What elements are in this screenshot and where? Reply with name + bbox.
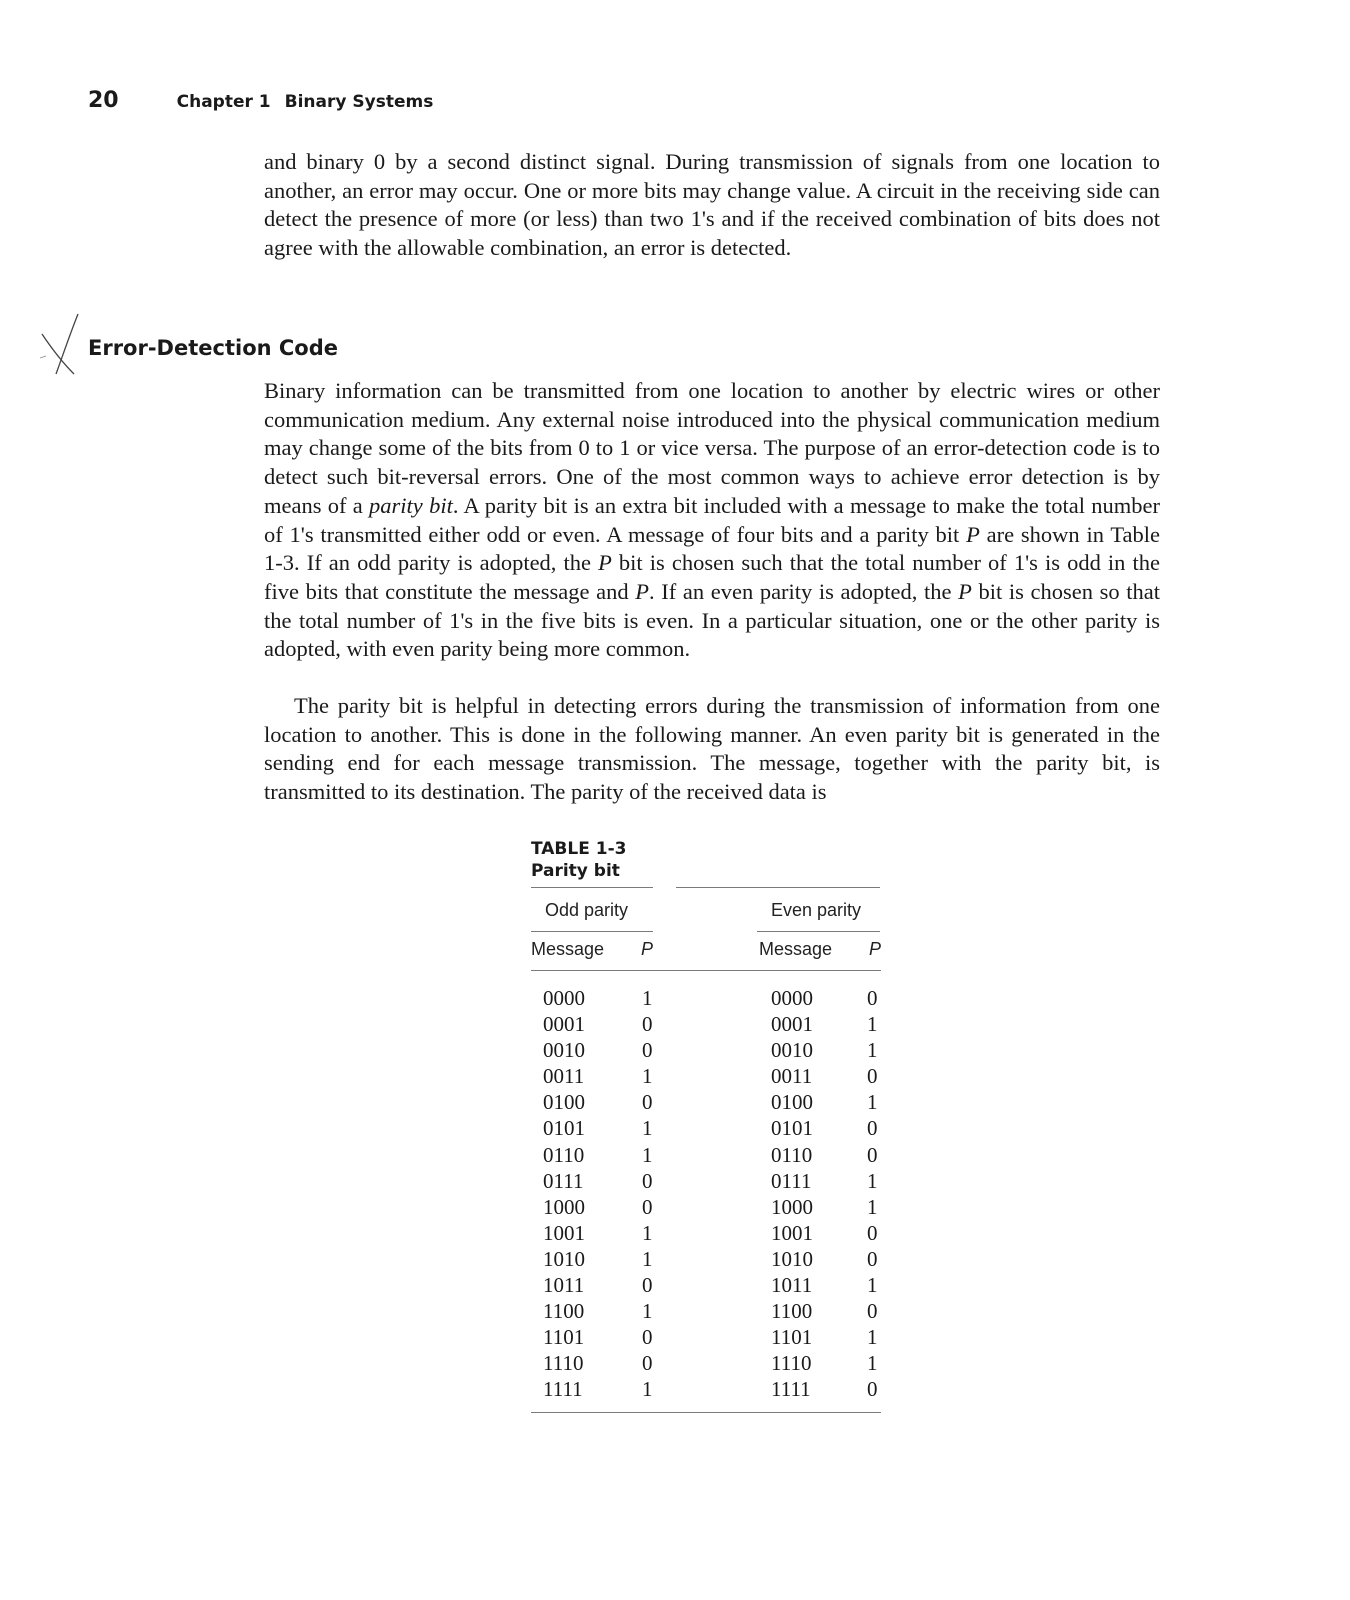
page-number: 20 — [88, 88, 119, 113]
p-symbol: P — [958, 578, 972, 604]
even-message-cell: 0110 — [771, 1142, 813, 1167]
running-header — [88, 88, 433, 113]
table-bottom-rule — [531, 1412, 881, 1413]
even-parity-cell: 0 — [867, 1064, 878, 1089]
table-row — [531, 1115, 881, 1141]
table-row — [531, 1089, 881, 1115]
even-parity-cell: 1 — [867, 1273, 878, 1298]
odd-parity-cell: 0 — [642, 1325, 653, 1350]
table-row — [531, 985, 881, 1011]
table-row — [531, 1220, 881, 1246]
odd-parity-cell: 1 — [642, 1377, 653, 1402]
table-top-rule — [531, 887, 653, 888]
odd-parity-cell: 1 — [642, 1064, 653, 1089]
odd-parity-cell: 0 — [642, 1090, 653, 1115]
odd-parity-cell: 0 — [642, 1351, 653, 1376]
odd-message-cell: 0011 — [543, 1064, 585, 1089]
table-row — [531, 1194, 881, 1220]
odd-parity-cell: 0 — [642, 1273, 653, 1298]
odd-parity-cell: 1 — [642, 1142, 653, 1167]
chapter-label: Chapter 1 — [176, 92, 271, 112]
table-row — [531, 1011, 881, 1037]
odd-message-cell: 0111 — [543, 1168, 584, 1193]
paragraph-text: bit is chosen such that the total number of 1's is odd in the five bits that constitute the message and — [264, 550, 1160, 604]
even-parity-cell: 0 — [867, 1220, 878, 1245]
paragraph-text: bit is chosen so that the total number of 1's in the five bits is even. In a particular situation, one or the other parity is adopted, with even parity being more common. — [264, 578, 1160, 662]
table-row — [531, 1063, 881, 1089]
parity-bit-term: parity bit — [369, 492, 453, 518]
even-message-cell: 0000 — [771, 986, 813, 1010]
odd-parity-header: Odd parity — [545, 900, 629, 920]
odd-parity-cell: 1 — [642, 1220, 653, 1245]
even-message-cell: 0011 — [771, 1064, 813, 1089]
even-parity-cell: 0 — [867, 1246, 878, 1271]
even-parity-header: Even parity — [771, 900, 862, 920]
even-message-cell: 1000 — [771, 1194, 813, 1219]
even-message-cell: 1010 — [771, 1246, 813, 1271]
even-parity-cell: 0 — [867, 986, 878, 1010]
odd-parity-cell: 1 — [642, 1299, 653, 1324]
paragraph-text: are shown in Table 1-3. If an odd parity is adopted, the — [264, 521, 1160, 576]
even-message-cell: 1001 — [771, 1220, 813, 1245]
odd-message-column-header: Message — [531, 939, 605, 959]
table-top-rule — [676, 887, 880, 888]
p-symbol: P — [635, 578, 650, 604]
odd-message-cell: 1110 — [543, 1351, 584, 1376]
odd-message-cell: 0010 — [543, 1038, 585, 1063]
odd-parity-cell: 0 — [642, 1194, 653, 1219]
parity-helpful-paragraph: The parity bit is helpful in detecting errors during the transmission of information from one location to another. This is done in the following manner. An even parity bit is generated in the sending end for each message transmission. The message, together with the parity bit, is transmitted to its destination. The parity of the received data is — [264, 693, 1160, 805]
even-parity-cell: 1 — [867, 1090, 878, 1115]
odd-message-cell: 0100 — [543, 1090, 585, 1115]
table-row — [531, 1168, 881, 1194]
header-rule — [531, 970, 881, 971]
even-message-cell: 1011 — [771, 1273, 813, 1298]
parity-table-body — [531, 985, 881, 1403]
paragraph-text: . A parity bit is an extra bit included with a message to make the total number of 1's transmitted either odd or even. A message of four bits and a parity bit — [264, 492, 1160, 547]
odd-parity-cell: 0 — [642, 1168, 653, 1193]
odd-parity-cell: 0 — [642, 1038, 653, 1063]
even-parity-cell: 1 — [867, 1194, 878, 1219]
odd-parity-cell: 1 — [642, 1116, 653, 1141]
table-row — [531, 1037, 881, 1063]
even-parity-cell: 0 — [867, 1142, 878, 1167]
even-message-cell: 1101 — [771, 1325, 813, 1350]
even-parity-cell: 1 — [867, 1038, 878, 1063]
even-message-cell: 1100 — [771, 1299, 813, 1324]
p-symbol: P — [598, 550, 612, 576]
paragraph-text: Binary information can be transmitted from one location to another by electric wires or other communication medium. Any external noise introduced into the physical communication medium may change some of the bits from 0 to 1 or vice versa. The purpose of an error-detection code is to detect such bit-reversal errors. One of the most common ways to achieve error detection is by means of a — [264, 378, 1160, 518]
table-row — [531, 1272, 881, 1298]
even-parity-cell: 1 — [867, 1012, 878, 1037]
even-message-cell: 0010 — [771, 1038, 813, 1063]
odd-message-cell: 1111 — [543, 1377, 583, 1402]
group-rule-odd — [531, 931, 653, 932]
odd-message-cell: 1011 — [543, 1273, 585, 1298]
chapter-title: Binary Systems — [284, 92, 434, 112]
even-parity-cell: 0 — [867, 1116, 878, 1141]
odd-message-cell: 0001 — [543, 1012, 585, 1037]
odd-message-cell: 0101 — [543, 1116, 585, 1141]
odd-p-column-header: P — [641, 939, 654, 959]
odd-parity-cell: 0 — [642, 1012, 653, 1037]
even-parity-cell: 0 — [867, 1299, 878, 1324]
error-detection-paragraph — [264, 377, 1160, 664]
intro-paragraph: and binary 0 by a second distinct signal. During transmission of signals from one location to another, an error may occur. One or more bits may change value. A circuit in the receiving side can detect the presence of more (or less) than two 1's and if the received combination of bits does not agree with the allowable combination, an error is detected. — [264, 149, 1160, 261]
table-title: Parity bit — [531, 861, 620, 881]
even-message-cell: 1110 — [771, 1351, 812, 1376]
even-message-column-header: Message — [759, 939, 833, 959]
section-heading: Error-Detection Code — [88, 336, 339, 360]
table-row — [531, 1324, 881, 1350]
group-rule-even — [757, 931, 880, 932]
odd-message-cell: 0000 — [543, 986, 585, 1010]
even-message-cell: 0001 — [771, 1012, 813, 1037]
table-row — [531, 1298, 881, 1324]
odd-message-cell: 1101 — [543, 1325, 585, 1350]
odd-message-cell: 1001 — [543, 1220, 585, 1245]
even-parity-cell: 1 — [867, 1351, 878, 1376]
odd-message-cell: 1010 — [543, 1246, 585, 1271]
even-parity-cell: 0 — [867, 1377, 878, 1402]
margin-x-mark-icon — [38, 312, 82, 376]
even-parity-cell: 1 — [867, 1168, 878, 1193]
table-row — [531, 1142, 881, 1168]
table-caption — [531, 838, 626, 882]
even-message-cell: 0101 — [771, 1116, 813, 1141]
odd-message-cell: 1000 — [543, 1194, 585, 1219]
table-row — [531, 1376, 881, 1402]
even-message-cell: 0100 — [771, 1090, 813, 1115]
table-row — [531, 1246, 881, 1272]
even-p-column-header: P — [869, 939, 882, 959]
even-message-cell: 0111 — [771, 1168, 812, 1193]
p-symbol: P — [966, 521, 980, 547]
odd-message-cell: 1100 — [543, 1299, 585, 1324]
even-parity-cell: 1 — [867, 1325, 878, 1350]
table-label: TABLE 1-3 — [531, 839, 627, 859]
even-message-cell: 1111 — [771, 1377, 811, 1402]
table-row — [531, 1350, 881, 1376]
odd-message-cell: 0110 — [543, 1142, 585, 1167]
paragraph-text: . If an even parity is adopted, the — [649, 578, 959, 604]
odd-parity-cell: 1 — [642, 1246, 653, 1271]
odd-parity-cell: 1 — [642, 986, 653, 1010]
